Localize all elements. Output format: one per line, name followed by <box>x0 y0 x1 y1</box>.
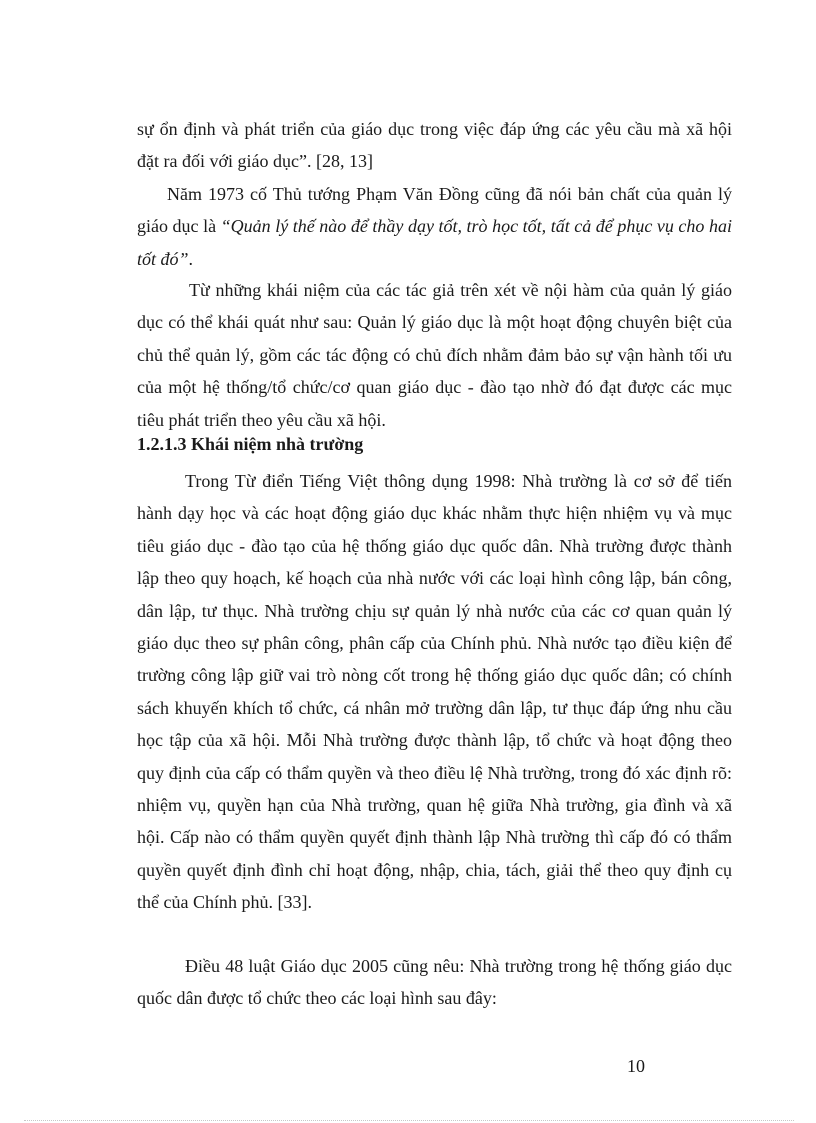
paragraph-dictionary-definition: Trong Từ điển Tiếng Việt thông dụng 1998: Nhà trường là cơ sở để tiến hành dạy học và các hoạt động giáo dục khác nhằm thực hiện nhiệm vụ và mục tiêu giáo dục - đào tạo của hệ thống giáo dục quốc dân. Nhà trường được thành lập theo quy hoạch, kế hoạch của nhà nước với các loại hình công lập, bán công, dân lập, tư thục. Nhà trường chịu sự quản lý nhà nước của các cơ quan quản lý giáo dục theo sự phân công, phân cấp của Chính phủ. Nhà nước tạo điều kiện để trường công lập giữ vai trò nòng cốt trong hệ thống giáo dục quốc dân; có chính sách khuyến khích tổ chức, cá nhân mở trường dân lập, tư thục đáp ứng nhu cầu học tập của xã hội. Mỗi Nhà trường được thành lập, tổ chức và hoạt động theo quy định của cấp có thẩm quyền và theo điều lệ Nhà trường, trong đó xác định rõ: nhiệm vụ, quyền hạn của Nhà trường, quan hệ giữa Nhà trường, gia đình và xã hội. Cấp nào có thẩm quyền quyết định thành lập Nhà trường thì cấp đó có thẩm quyền quyết định đình chỉ hoạt động, nhập, chia, tách, giải thể theo quy định cụ thể của Chính phủ. [33]. <box>137 471 732 913</box>
page-bottom-divider <box>24 1120 794 1121</box>
paragraph-continuation: sự ổn định và phát triển của giáo dục trong việc đáp ứng các yêu cầu mà xã hội đặt ra đối với giáo dục”. [28, 13] <box>137 119 732 172</box>
section-heading: 1.2.1.3 Khái niệm nhà trường <box>137 434 364 454</box>
paragraph-definition-summary: Từ những khái niệm của các tác giả trên xét về nội hàm của quản lý giáo dục có thể khái quát như sau: Quản lý giáo dục là một hoạt động chuyên biệt của chủ thể quản lý, gồm các tác động có chủ đích nhằm đảm bảo sự vận hành tối ưu của một hệ thống/tổ chức/cơ quan giáo dục - đào tạo nhờ đó đạt được các mục tiêu phát triển theo yêu cầu xã hội. <box>137 280 732 430</box>
page-number: 10 <box>627 1056 645 1076</box>
paragraph-pham-van-dong <box>137 178 732 275</box>
paragraph-lead-text: Năm 1973 cố Thủ tướng Phạm Văn Đồng cũng đã nói bản chất của quản lý giáo dục là <box>137 184 732 237</box>
paragraph-education-law: Điều 48 luật Giáo dục 2005 cũng nêu: Nhà trường trong hệ thống giáo dục quốc dân được tổ chức theo các loại hình sau đây: <box>137 956 732 1009</box>
paragraph-end-text: . <box>188 248 194 269</box>
italic-quote: “Quản lý thế nào để thầy dạy tốt, trò học tốt, tất cả để phục vụ cho hai tốt đó” <box>137 216 732 269</box>
